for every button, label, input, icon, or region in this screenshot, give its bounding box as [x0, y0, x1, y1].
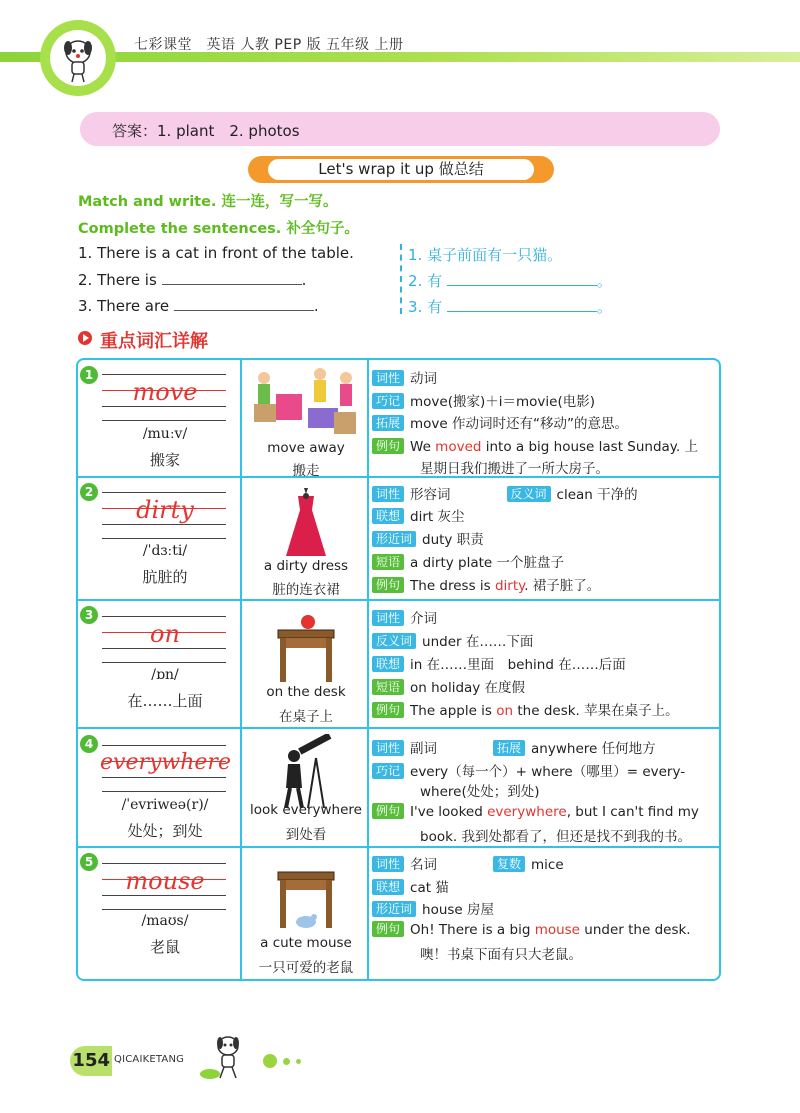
guide-line [102, 374, 226, 375]
detail-text: move 作动词时还有“移动”的意思。 [410, 416, 628, 432]
sentence-2 [78, 270, 306, 289]
answer-bar [80, 112, 720, 146]
sentence-2-text: 2. There is [78, 271, 157, 289]
tag-plural: 复数 [493, 856, 525, 872]
example-line [372, 699, 722, 719]
mouse-under-desk-image [248, 856, 364, 932]
sentence-cn-1: 1. 桌子前面有一只猫。 [408, 246, 563, 264]
phrase-dirty: a dirty dress [263, 558, 349, 574]
ipa-dirty: /ˈdɜːti/ [142, 543, 188, 559]
guide-line [102, 616, 226, 617]
sentence-3-text: 3. There are [78, 297, 170, 315]
detail-text: 形容词 [410, 487, 451, 503]
example-keyword: on [496, 703, 514, 719]
number-badge-4: 4 [80, 735, 98, 753]
tag-trick: 巧记 [372, 393, 404, 409]
detail-text: house 房屋 [422, 902, 495, 918]
tag-association: 联想 [372, 656, 404, 672]
tag-association: 联想 [372, 879, 404, 895]
example-cont: 噢！书桌下面有只大老鼠。 [420, 947, 582, 963]
guide-line [102, 406, 226, 407]
example-text: under the desk. [580, 922, 691, 938]
example-text: , but I can't find my [566, 804, 699, 820]
example-text: The apple is [410, 703, 497, 719]
dashed-divider [400, 244, 402, 314]
detail-text: clean 干净的 [556, 487, 638, 503]
sentence-cn-3 [408, 296, 612, 317]
dirty-dress-image [248, 484, 364, 560]
sentence-cn-3-end: 。 [596, 298, 612, 316]
tag-extend: 拓展 [493, 740, 525, 756]
example-text: . 裙子脏了。 [524, 578, 601, 594]
ipa-mouse: /maʊs/ [141, 913, 189, 929]
detail-line [372, 898, 722, 918]
dog-mascot-icon [196, 1030, 256, 1084]
detail-text: 副词 [410, 741, 438, 757]
tag-pos: 词性 [372, 486, 404, 502]
detail-line [372, 505, 722, 525]
phrase-on: on the desk [266, 684, 346, 700]
detail-line [372, 876, 722, 896]
example-keyword: moved [435, 439, 482, 455]
number-badge-1: 1 [80, 366, 98, 384]
detail-text: duty 职责 [422, 532, 484, 548]
detail-text: 名词 [410, 857, 438, 873]
detail-line [372, 737, 722, 757]
phrase-everywhere: look everywhere [250, 802, 362, 818]
phrase-mouse: a cute mouse [260, 935, 352, 951]
detail-line [372, 390, 722, 410]
detail-text: in 在……里面 behind 在……后面 [410, 657, 626, 673]
tag-pos: 词性 [372, 370, 404, 386]
tag-example: 例句 [372, 921, 404, 937]
example-cont: 星期日我们搬进了一所大房子。 [420, 461, 609, 477]
phrase-cn-on: 在桌子上 [279, 709, 333, 725]
sentence-cn-2-text: 2. 有 [408, 272, 443, 290]
task-complete: Complete the sentences. 补全句子。 [78, 221, 359, 237]
blank-cn-3[interactable] [447, 297, 597, 312]
tag-example: 例句 [372, 803, 404, 819]
word-mouse: mouse [125, 867, 205, 895]
ipa-everywhere: /ˈevriweə(r)/ [121, 797, 209, 813]
guide-line [102, 895, 226, 896]
example-keyword: everywhere [487, 804, 567, 820]
detail-line [372, 760, 722, 780]
guide-line [102, 648, 226, 649]
moving-people-image [248, 364, 364, 440]
answer-text: 答案：1. plant 2. photos [112, 122, 300, 140]
detail-line [372, 412, 722, 432]
guide-line [102, 791, 226, 792]
tag-similar: 形近词 [372, 531, 416, 547]
telescope-image [248, 734, 364, 810]
detail-line [372, 630, 722, 650]
detail-line [372, 483, 722, 503]
tag-pos: 词性 [372, 610, 404, 626]
phrase-cn-dirty: 脏的连衣裙 [272, 582, 340, 598]
guide-line [102, 863, 226, 864]
tag-pos: 词性 [372, 856, 404, 872]
cn-everywhere: 处处；到处 [127, 822, 203, 840]
task-match: Match and write. 连一连，写一写。 [78, 194, 338, 210]
detail-line [372, 607, 722, 627]
tag-example: 例句 [372, 438, 404, 454]
cn-mouse: 老鼠 [149, 938, 180, 956]
detail-text: under 在……下面 [422, 634, 534, 650]
blank-cn-2[interactable] [447, 271, 597, 286]
example-text: Oh! There is a big [410, 922, 535, 938]
blank-3[interactable] [174, 296, 314, 311]
tag-association: 联想 [372, 508, 404, 524]
ipa-move: /muːv/ [142, 426, 188, 442]
sentence-3-dot: . [313, 297, 319, 315]
word-move: move [132, 378, 198, 406]
guide-line [102, 524, 226, 525]
blank-2[interactable] [162, 270, 302, 285]
detail-line [372, 551, 722, 571]
number-badge-2: 2 [80, 483, 98, 501]
tag-example: 例句 [372, 702, 404, 718]
guide-line [102, 420, 226, 421]
row-divider-4 [78, 846, 719, 848]
example-line [372, 803, 722, 820]
col-divider-1 [240, 360, 242, 979]
detail-text: 介词 [410, 611, 438, 627]
row-divider-3 [78, 727, 719, 729]
detail-text: a dirty plate 一个脏盘子 [410, 555, 565, 571]
guide-line [102, 538, 226, 539]
tag-phrase: 短语 [372, 679, 404, 695]
decor-dot [283, 1058, 290, 1065]
tag-antonym: 反义词 [507, 486, 551, 502]
phrase-move: move away [267, 440, 345, 456]
guide-line [102, 777, 226, 778]
example-line [372, 435, 722, 455]
tag-phrase: 短语 [372, 554, 404, 570]
detail-text: dirt 灰尘 [410, 509, 465, 525]
example-keyword: mouse [534, 922, 580, 938]
example-text: into a big house last Sunday. 上 [481, 439, 698, 455]
number-badge-5: 5 [80, 853, 98, 871]
sentence-cn-2 [408, 270, 612, 291]
detail-line [372, 367, 722, 387]
number-badge-3: 3 [80, 606, 98, 624]
guide-line [102, 909, 226, 910]
row-divider-2 [78, 599, 719, 601]
wrap-up-banner [248, 156, 554, 183]
section-title: 重点词汇详解 [100, 331, 208, 352]
cn-on: 在……上面 [127, 692, 203, 710]
word-dirty: dirty [136, 496, 194, 524]
apple-on-desk-image [248, 610, 364, 686]
phrase-cn-everywhere: 到处看 [285, 827, 327, 843]
detail-text: anywhere 任何地方 [531, 741, 656, 757]
decor-dot [263, 1054, 277, 1068]
cn-move: 搬家 [149, 451, 180, 469]
tag-example: 例句 [372, 577, 404, 593]
detail-line [372, 653, 722, 673]
sentence-2-dot: . [301, 271, 307, 289]
sentence-3 [78, 296, 319, 315]
detail-line [372, 853, 722, 873]
example-text: We [410, 439, 436, 455]
trick-cont: where(处处；到处) [420, 784, 540, 800]
example-text: I've looked [410, 804, 488, 820]
example-keyword: dirty [494, 578, 525, 594]
detail-text: cat 猫 [410, 880, 449, 896]
tag-trick: 巧记 [372, 763, 404, 779]
ipa-on: /ɒn/ [151, 667, 179, 683]
detail-text: mice [531, 857, 564, 873]
example-line [372, 574, 722, 594]
tag-similar: 形近词 [372, 901, 416, 917]
tag-pos: 词性 [372, 740, 404, 756]
guide-line [102, 745, 226, 746]
detail-text: move(搬家)＋i＝movie(电影) [410, 394, 595, 410]
tag-extend: 拓展 [372, 415, 404, 431]
phrase-cn-move: 搬走 [292, 463, 320, 479]
sentence-cn-2-end: 。 [596, 272, 612, 290]
detail-line [372, 676, 722, 696]
header-title: 七彩课堂 英语 人教 PEP 版 五年级 上册 [134, 37, 404, 53]
detail-text: 动词 [410, 371, 438, 387]
example-line [372, 921, 722, 938]
phrase-cn-mouse: 一只可爱的老鼠 [258, 960, 354, 976]
cn-dirty: 肮脏的 [142, 568, 188, 586]
detail-text: every（每一个）+ where（哪里）= every- [410, 764, 686, 780]
guide-line [102, 662, 226, 663]
detail-line [372, 528, 722, 548]
dog-mascot-icon [50, 30, 106, 86]
tag-antonym: 反义词 [372, 633, 416, 649]
example-cont: book. 我到处都看了，但还是找不到我的书。 [420, 829, 691, 845]
word-on: on [150, 620, 180, 648]
guide-line [102, 492, 226, 493]
word-everywhere: everywhere [100, 750, 231, 775]
footer-brand: QICAIKETANG [114, 1054, 185, 1065]
decor-dot [296, 1059, 301, 1064]
detail-text: on holiday 在度假 [410, 680, 526, 696]
example-text: The dress is [410, 578, 495, 594]
mascot-logo [50, 30, 106, 86]
play-icon [78, 331, 92, 345]
sentence-cn-3-text: 3. 有 [408, 298, 443, 316]
wrap-up-title: Let's wrap it up 做总结 [268, 159, 534, 180]
page-number: 154 [70, 1046, 112, 1076]
sentence-1: 1. There is a cat in front of the table. [78, 244, 354, 262]
example-text: the desk. 苹果在桌子上。 [513, 703, 679, 719]
